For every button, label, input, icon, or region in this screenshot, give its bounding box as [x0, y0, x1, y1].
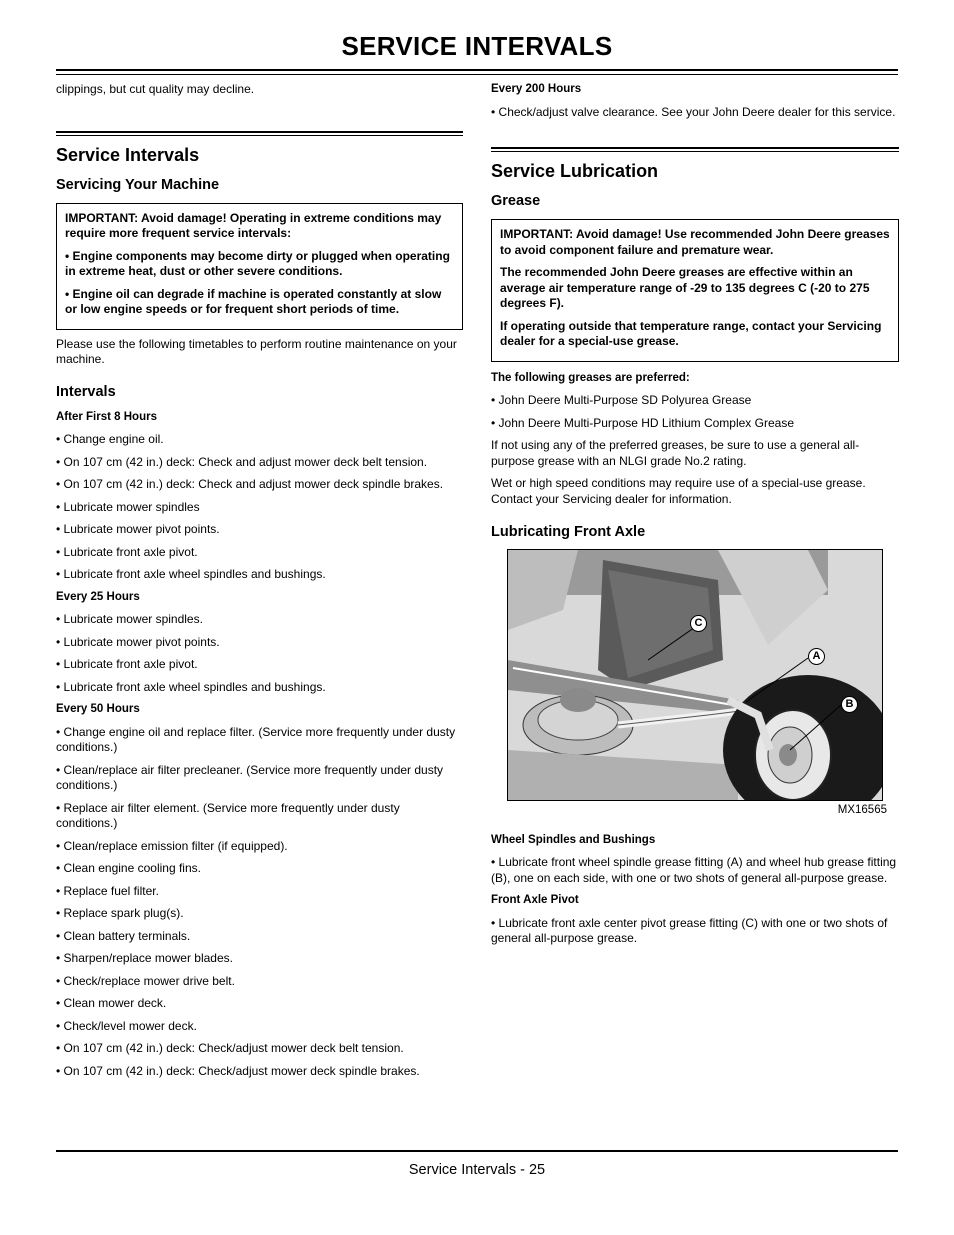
list-item: • Lubricate mower spindles [56, 499, 200, 514]
list-item: • On 107 cm (42 in.) deck: Check and adjust mower deck belt tension. [56, 454, 428, 469]
wet-conditions-text: Wet or high speed conditions may require use of a special-use grease. Contact your Servicing dealer for information. [491, 476, 866, 506]
list-item: • Lubricate mower pivot points. [56, 522, 220, 536]
list-item: • Sharpen/replace mower blades. [56, 951, 233, 965]
list-item: • Lubricate mower pivot points. [56, 634, 220, 649]
list-item: • Check/level mower deck. [56, 1018, 197, 1033]
important-notice-line: IMPORTANT: Avoid damage! Use recommended John Deere greases to avoid component failure and premature wear. [500, 227, 890, 257]
list-item: • Lubricate front axle center pivot grease fitting (C) with one or two shots of general all-purpose grease. [491, 915, 888, 945]
list-item: • Lubricate front wheel spindle grease fitting (A) and wheel hub grease fitting (B), one on each side, with one or two shots of general all-purpose grease. [491, 855, 897, 885]
callout-a: A [808, 648, 825, 665]
important-notice-box [491, 219, 899, 362]
important-notice-line: IMPORTANT: Avoid damage! Operating in extreme conditions may require more frequent service intervals: [65, 210, 442, 240]
list-item: • Replace fuel filter. [56, 883, 159, 898]
footer-rule [56, 1150, 898, 1152]
intro-text: clippings, but cut quality may decline. [56, 82, 255, 96]
list-item: • John Deere Multi-Purpose HD Lithium Complex Grease [491, 415, 794, 430]
group-title: Every 25 Hours [56, 590, 140, 603]
subsection-title-grease: Grease [491, 193, 541, 209]
page-title: SERVICE INTERVALS [341, 31, 613, 61]
list-item: • Lubricate front axle pivot. [56, 657, 198, 671]
important-notice-line: If operating outside that temperature range, contact your Servicing dealer for a special-use grease. [500, 318, 882, 348]
group-every-25-hours [56, 590, 463, 696]
page-number: Service Intervals - 25 [408, 1162, 546, 1178]
list-item: • Clean mower deck. [56, 996, 167, 1010]
section-title-service-lubrication: Service Lubrication [491, 161, 659, 181]
title-rule [56, 69, 898, 71]
important-notice-line: The recommended John Deere greases are effective within an average air temperature range of -29 to 135 degrees C (-20 to 275 degrees F). [500, 265, 870, 310]
subsection-title-servicing: Servicing Your Machine [56, 176, 220, 193]
list-item: • Replace spark plug(s). [56, 906, 184, 920]
section-divider [491, 147, 899, 152]
group-title: After First 8 Hours [56, 410, 157, 423]
every-200-hours-title: Every 200 Hours [491, 83, 582, 95]
not-using-text: If not using any of the preferred greases, be sure to use a general all-purpose grease with an NLGI grade No.2 rating. [491, 438, 860, 468]
preferred-greases-title: The following greases are preferred: [491, 371, 690, 384]
front-axle-drawing [508, 550, 882, 800]
left-column [56, 82, 463, 1086]
section-title-service-intervals: Service Intervals [56, 144, 200, 165]
list-item: • On 107 cm (42 in.) deck: Check/adjust mower deck belt tension. [56, 1041, 404, 1055]
right-column [491, 82, 899, 954]
callout-b: B [841, 696, 858, 713]
wheel-spindles-title: Wheel Spindles and Bushings [491, 833, 656, 846]
group-every-50-hours [56, 702, 463, 1079]
important-notice-line: • Engine oil can degrade if machine is operated constantly at slow or low engine speeds or for frequent short periods of time. [65, 286, 442, 316]
list-item: • Replace air filter element. (Service more frequently under dusty conditions.) [56, 800, 400, 830]
subsection-title-front-axle: Lubricating Front Axle [491, 524, 646, 540]
important-notice-box [56, 203, 463, 330]
figure-caption: MX16565 [837, 804, 887, 816]
list-item: • On 107 cm (42 in.) deck: Check and adjust mower deck spindle brakes. [56, 477, 444, 491]
list-item: • Check/replace mower drive belt. [56, 973, 235, 988]
list-item: • Clean/replace air filter precleaner. (Service more frequently under dusty conditions.) [56, 762, 444, 792]
list-item: • Clean engine cooling fins. [56, 861, 201, 875]
list-item: • John Deere Multi-Purpose SD Polyurea Grease [491, 393, 752, 407]
important-notice-line: • Engine components may become dirty or plugged when operating in extreme heat, dust or other severe conditions. [65, 248, 450, 278]
front-axle-illustration [507, 549, 883, 801]
list-item: • On 107 cm (42 in.) deck: Check/adjust mower deck spindle brakes. [56, 1063, 420, 1078]
group-title: Every 50 Hours [56, 703, 140, 715]
section-divider [56, 131, 463, 136]
list-item: • Lubricate front axle wheel spindles and bushings. [56, 567, 326, 581]
list-item: • Lubricate front axle wheel spindles and bushings. [56, 679, 326, 694]
intervals-title: Intervals [56, 383, 116, 400]
list-item: • Clean battery terminals. [56, 928, 191, 943]
list-item: • Check/adjust valve clearance. See your John Deere dealer for this service. [491, 104, 896, 119]
list-item: • Change engine oil and replace filter. (Service more frequently under dusty conditions.) [56, 724, 456, 754]
list-item: • Lubricate mower spindles. [56, 612, 203, 626]
timetable-text: Please use the following timetables to perform routine maintenance on your machine. [56, 336, 457, 366]
group-after-first-8-hours [56, 410, 463, 583]
list-item: • Clean/replace emission filter (if equipped). [56, 838, 288, 853]
callout-c: C [690, 615, 707, 632]
title-rule-thin [56, 74, 898, 75]
list-item: • Lubricate front axle pivot. [56, 544, 198, 559]
front-axle-pivot-title: Front Axle Pivot [491, 894, 579, 906]
list-item: • Change engine oil. [56, 432, 164, 446]
